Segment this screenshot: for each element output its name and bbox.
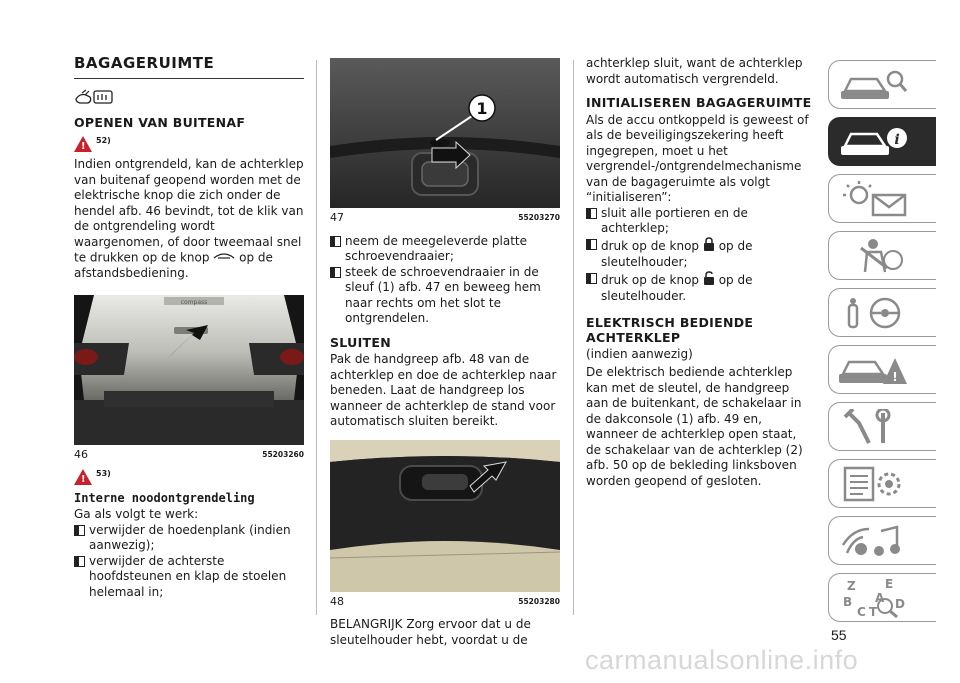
figure-46-caption [74, 447, 304, 463]
figure-number: 46 [74, 448, 88, 462]
paragraph-initialiseren: Als de accu ontkoppeld is geweest of als de beveiligingszekering heeft ingegrepen, moet u het vergrendel-/ontgrendelmechanisme van de bagageruimte als volgt “initialiseren”: [586, 112, 809, 204]
subheading-nood: Interne noodontgrendeling [74, 490, 255, 505]
emergency-icon [839, 352, 909, 388]
list-item-text-a: druk op de knop [601, 238, 700, 253]
figure-number: 47 [330, 211, 344, 224]
safety-icon [839, 238, 909, 274]
paragraph-openen [74, 157, 304, 281]
bullet-icon [74, 556, 85, 567]
tab-index[interactable] [828, 573, 936, 622]
column-3 [586, 56, 814, 489]
bullet-icon [74, 525, 85, 536]
list-item-text [601, 271, 814, 305]
list-item [586, 206, 814, 237]
list-item [586, 271, 814, 305]
column-divider [573, 60, 574, 615]
warning-triangle-icon [74, 469, 92, 485]
list-item-text: sluit alle portieren en de achterklep; [601, 205, 748, 235]
svg-text:B: B [843, 594, 853, 609]
tab-car-info[interactable] [828, 117, 936, 166]
subtitle-indien: (indien aanwezig) [586, 346, 693, 361]
section-heading-openen: OPENEN VAN BUITENAF [74, 114, 246, 130]
bullet-icon [330, 267, 341, 278]
car-overview-icon [839, 67, 909, 103]
callout-label: 1 [476, 99, 488, 118]
column-1 [74, 56, 304, 600]
heading-line: ELEKTRISCH BEDIENDE [586, 314, 754, 330]
figure-48 [330, 440, 560, 592]
tab-maintenance[interactable] [828, 402, 936, 451]
index-icon [839, 578, 909, 618]
heading-line: ACHTERKLEP [586, 329, 681, 345]
list-item [586, 237, 814, 271]
figure-code: 55203280 [518, 596, 560, 606]
tailgate-key-icon [213, 250, 235, 266]
paragraph-continued: achterklep sluit, want de achterklep wordt automatisch vergrendeld. [586, 56, 803, 86]
paragraph-sluiten: Pak de handgreep afb. 48 van de achterklep en doe de achterklep naar beneden. Laat de handgreep los wanneer de achterklep de stand voor automatisch sluiten bereikt. [330, 352, 557, 428]
svg-text:E: E [885, 577, 894, 591]
svg-text:D: D [895, 596, 905, 611]
list-item-text [601, 237, 814, 271]
figure-code: 55203270 [518, 213, 560, 222]
list-item [74, 554, 304, 601]
starting-driving-icon [839, 295, 909, 331]
list-item-text: verwijder de hoedenplank (indien aanwezig); [89, 522, 291, 553]
tab-warning-lights[interactable] [828, 174, 936, 223]
warning-lights-icon [839, 181, 909, 217]
figure-47-caption [330, 210, 560, 226]
maintenance-icon [839, 409, 909, 445]
tab-technical-data[interactable] [828, 459, 936, 508]
title-rule [74, 78, 304, 79]
page-title: BAGAGERUIMTE [74, 54, 215, 72]
chapter-tabs [828, 60, 936, 630]
multimedia-icon [839, 523, 909, 559]
warning-triangle-icon [74, 136, 92, 152]
list-item [330, 265, 560, 327]
tab-safety[interactable] [828, 231, 936, 280]
paragraph-elektrisch: De elektrisch bediende achterklep kan met de sleutel, de handgreep aan de buitenkant, de schakelaar in de dakconsole (1) afb. 49 en, wanneer de achterklep open staat, de schakelaar van de achterklep (2) afb. 50 op de bekleding linksboven worden geopend of gesloten. [586, 365, 803, 488]
bullet-icon [586, 273, 597, 284]
list-item [74, 523, 304, 554]
svg-text:Z: Z [847, 578, 856, 593]
warning-ref: 52) [96, 136, 111, 146]
page-number: 55 [831, 627, 847, 643]
svg-text:T: T [869, 604, 878, 618]
badge-text: compass [180, 299, 208, 307]
section-heading-sluiten: SLUITEN [330, 334, 391, 350]
list-item [330, 234, 560, 265]
column-divider [316, 60, 317, 615]
tab-starting-driving[interactable] [828, 288, 936, 337]
watermark: carmanualsonline.info [585, 645, 859, 675]
bullet-icon [330, 236, 341, 247]
svg-text:A: A [875, 590, 885, 605]
section-heading-elektrisch [586, 315, 814, 345]
list-item-text: neem de meegeleverde platte schroevendraaier; [345, 233, 527, 263]
important-note: BELANGRIJK Zorg ervoor dat u de sleutelhouder hebt, voordat u de [330, 617, 531, 647]
technical-data-icon [839, 466, 909, 502]
intro-text: Ga als volgt te werk: [74, 507, 199, 522]
figure-code: 55203260 [262, 450, 304, 460]
figure-46 [74, 295, 304, 445]
bullet-icon [586, 208, 597, 219]
figure-47 [330, 58, 560, 208]
list-item-text: verwijder de achterste hoofdsteunen en klap de stoelen helemaal in; [89, 553, 287, 599]
warning-53 [74, 469, 304, 485]
svg-text:C: C [857, 604, 866, 618]
column-2 [330, 58, 560, 648]
lock-open-icon [703, 271, 715, 290]
car-info-icon [839, 124, 909, 160]
warning-52 [74, 136, 304, 152]
figure-48-caption [330, 594, 560, 610]
figure-number: 48 [330, 594, 344, 608]
section-heading-initialiseren: INITIALISEREN BAGAGERUIMTE [586, 95, 812, 110]
list-item-text-a: druk op de knop [601, 272, 700, 287]
paragraph-knop: knop [179, 250, 210, 265]
warning-ref: 53) [96, 469, 111, 478]
svg-text:i: i [894, 131, 900, 148]
paragraph-text: Indien ontgrendeld, kan de achterklep van buitenaf geopend worden met de elektrische knop die zich onder de hendel afb. 46 bevindt, tot de klik van de ontgrendeling wordt waargenomen, of door tweemaal snel te drukken op de [74, 157, 304, 265]
paragraph-end: op de afstandsbediening. [74, 250, 273, 280]
tab-car-overview[interactable] [828, 60, 936, 109]
list-item-text: steek de schroevendraaier in de sleuf (1) afb. 47 en beweeg hem naar rechts om het slot te ontgrendelen. [345, 264, 541, 325]
tab-multimedia[interactable] [828, 516, 936, 565]
hand-key-icon [74, 87, 304, 109]
list-item-text-b: op de sleutelhouder. [601, 272, 753, 303]
svg-text:!: ! [892, 369, 898, 384]
lock-closed-icon [703, 237, 715, 256]
list-item-text-b: op de sleutelhouder; [601, 238, 753, 269]
tab-emergency[interactable] [828, 345, 936, 394]
bullet-icon [586, 239, 597, 250]
